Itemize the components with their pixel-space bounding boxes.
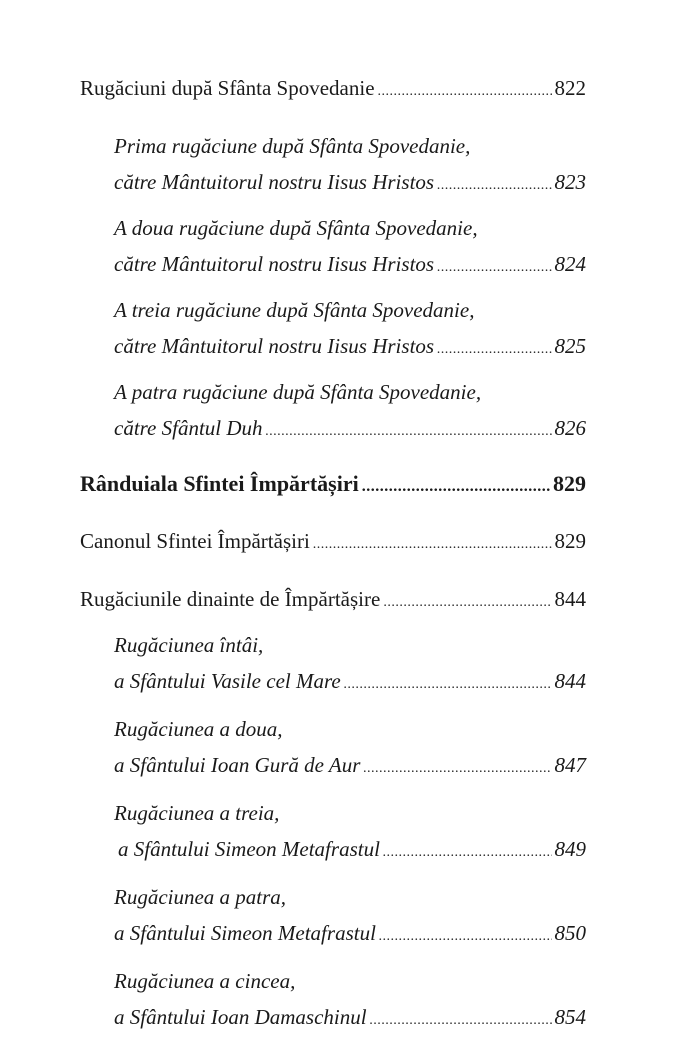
toc-subentry-page: 847 bbox=[554, 753, 586, 777]
toc-subentry[interactable] bbox=[80, 795, 586, 871]
toc-entry-page: 822 bbox=[554, 76, 586, 100]
dot-leader bbox=[313, 527, 552, 563]
toc-subentry-title-cont: către Mântuitorul nostru Iisus Hristos bbox=[114, 334, 435, 358]
dot-leader bbox=[437, 168, 551, 204]
toc-subentry[interactable] bbox=[80, 627, 586, 703]
toc-section-title: Rânduiala Sfintei Împărtășiri bbox=[80, 471, 359, 496]
toc-subentry[interactable] bbox=[80, 711, 586, 787]
toc-subentry[interactable] bbox=[80, 374, 586, 450]
toc-subentry-title-cont: a Sfântului Ioan Damaschinul bbox=[114, 1005, 367, 1029]
toc-subentry-page: 824 bbox=[554, 252, 586, 276]
dot-leader bbox=[266, 414, 552, 450]
toc-subentry-title-cont: a Sfântului Vasile cel Mare bbox=[114, 669, 341, 693]
dot-leader bbox=[370, 1003, 552, 1039]
toc-subentry-title: Rugăciunea a patra, bbox=[114, 885, 287, 909]
toc-subentry[interactable] bbox=[80, 292, 586, 368]
toc-entry-title: Rugăciuni după Sfânta Spovedanie bbox=[80, 76, 375, 100]
toc-subentry[interactable] bbox=[80, 210, 586, 286]
toc-subentry-title: Rugăciunea a doua, bbox=[114, 717, 283, 741]
toc-subentry-title-cont: către Mântuitorul nostru Iisus Hristos bbox=[114, 252, 435, 276]
toc-subentry[interactable] bbox=[80, 879, 586, 955]
toc-subentry-title-cont: a Sfântului Ioan Gură de Aur bbox=[114, 753, 361, 777]
toc-subentry[interactable] bbox=[80, 963, 586, 1039]
toc-subentry-title-cont: către Mântuitorul nostru Iisus Hristos bbox=[114, 170, 435, 194]
toc-subentry-page: 849 bbox=[554, 837, 586, 861]
toc-entry-title: Canonul Sfintei Împărtășiri bbox=[80, 529, 310, 553]
dot-leader bbox=[362, 469, 550, 505]
dot-leader bbox=[437, 250, 551, 286]
toc-subentry-title: Rugăciunea a cincea, bbox=[114, 969, 296, 993]
dot-leader bbox=[379, 919, 552, 955]
toc-subentry-page: 844 bbox=[554, 669, 586, 693]
toc-subentry-title: Prima rugăciune după Sfânta Spovedanie, bbox=[114, 134, 471, 158]
toc-section-heading[interactable] bbox=[80, 466, 586, 505]
toc-entry-page: 829 bbox=[554, 529, 586, 553]
toc-subentry-title-cont: a Sfântului Simeon Metafrastul bbox=[118, 837, 380, 861]
dot-leader bbox=[437, 332, 551, 368]
toc-subentry-title: Rugăciunea întâi, bbox=[114, 633, 264, 657]
toc-entry[interactable] bbox=[80, 70, 586, 110]
toc-entry[interactable] bbox=[80, 523, 586, 563]
toc-subentry[interactable] bbox=[80, 128, 586, 204]
dot-leader bbox=[383, 585, 551, 621]
toc-subentry-title-cont: a Sfântului Simeon Metafrastul bbox=[114, 921, 376, 945]
toc-subentry-title: Rugăciunea a treia, bbox=[114, 801, 280, 825]
toc-entry-title: Rugăciunile dinainte de Împărtășire bbox=[80, 587, 381, 611]
dot-leader bbox=[344, 667, 552, 703]
toc-subentry-page: 826 bbox=[554, 416, 586, 440]
dot-leader bbox=[383, 835, 552, 871]
toc-section-page: 829 bbox=[553, 471, 586, 496]
toc-subentry-page: 854 bbox=[554, 1005, 586, 1029]
toc-subentry-title: A treia rugăciune după Sfânta Spovedanie, bbox=[114, 298, 475, 322]
toc-subentry-title: A patra rugăciune după Sfânta Spovedanie, bbox=[114, 380, 482, 404]
toc-entry-page: 844 bbox=[554, 587, 586, 611]
toc-subentry-title: A doua rugăciune după Sfânta Spovedanie, bbox=[114, 216, 478, 240]
toc-subentry-page: 823 bbox=[554, 170, 586, 194]
table-of-contents bbox=[80, 70, 586, 1047]
toc-subentry-page: 850 bbox=[554, 921, 586, 945]
dot-leader bbox=[378, 74, 552, 110]
toc-entry[interactable] bbox=[80, 581, 586, 621]
toc-subentry-page: 825 bbox=[554, 334, 586, 358]
dot-leader bbox=[363, 751, 551, 787]
toc-subentry-title-cont: către Sfântul Duh bbox=[114, 416, 263, 440]
